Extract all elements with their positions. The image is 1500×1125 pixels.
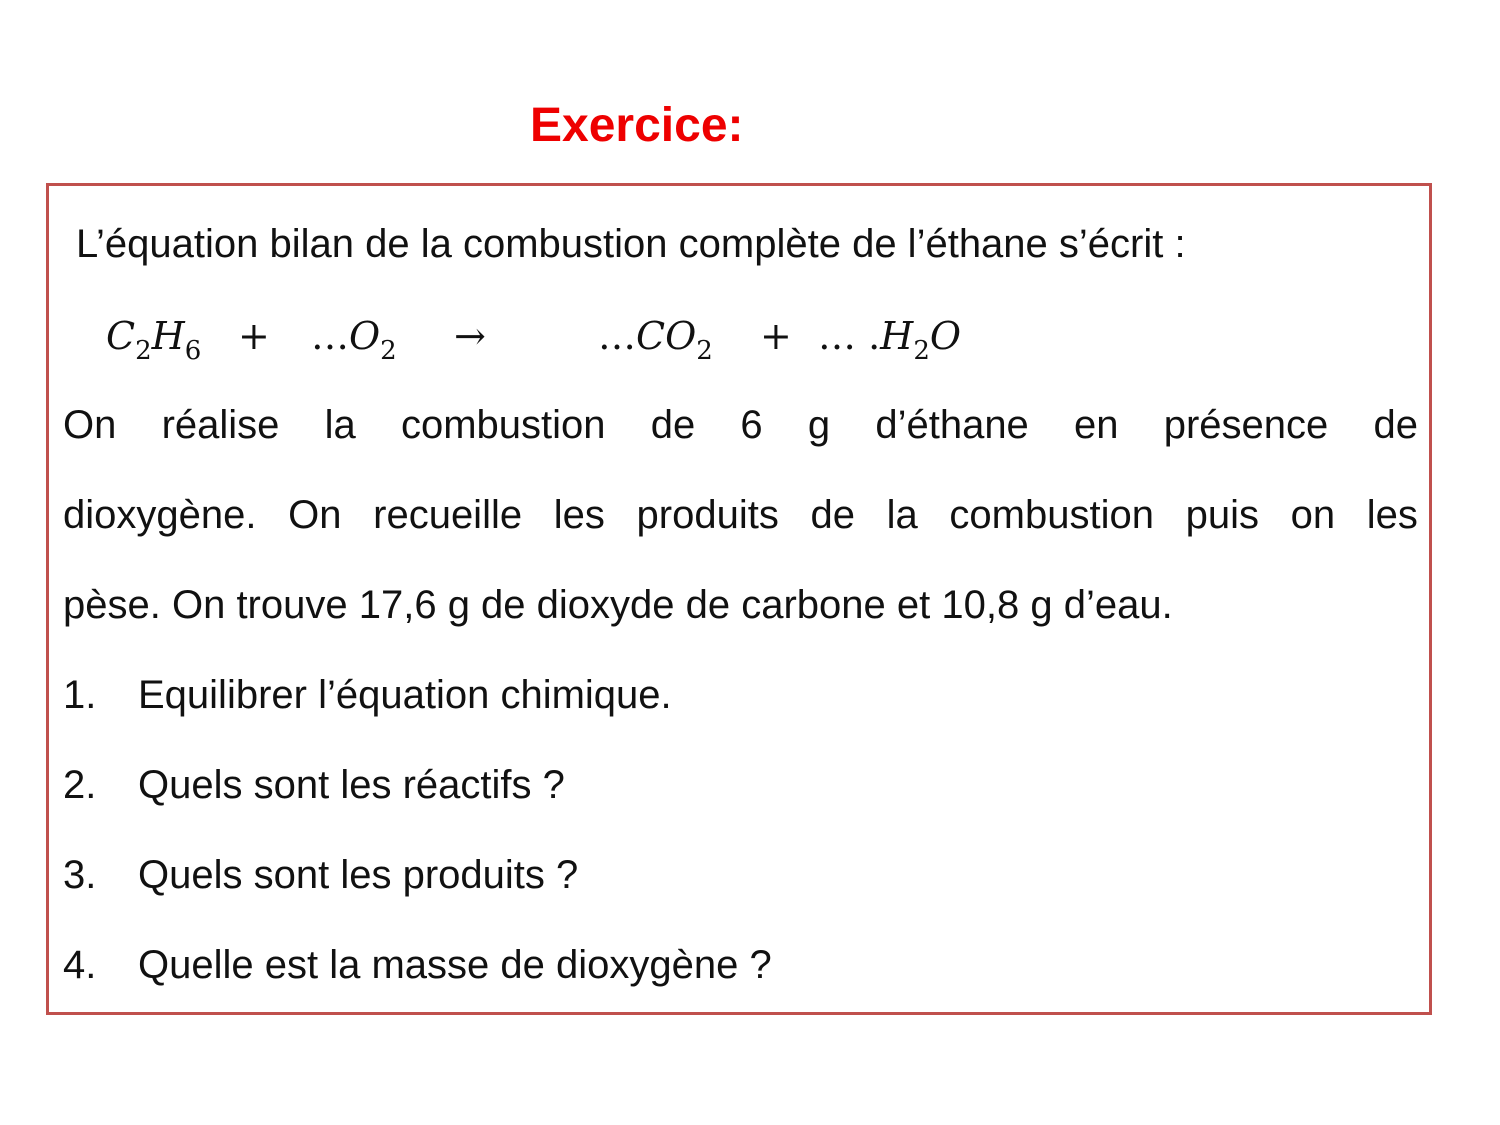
co2-term: $\dots CO_2$ <box>598 314 713 366</box>
question-2 <box>63 759 565 811</box>
exercise-title: Exercice: <box>530 99 744 152</box>
word: en <box>1074 403 1119 447</box>
question-text: Quels sont les réactifs ? <box>138 763 565 807</box>
word: recueille <box>373 493 523 537</box>
paragraph-line-2 <box>63 489 1418 541</box>
word: d’éthane <box>875 403 1029 447</box>
word: dioxygène. <box>63 493 257 537</box>
question-1 <box>63 669 672 721</box>
intro-text: L’équation bilan de la combustion complète de l’éthane s’écrit : <box>76 222 1186 266</box>
word: de <box>1373 403 1418 447</box>
word: de <box>810 493 855 537</box>
dioxygen-term: $\dots O_2$ <box>311 314 397 366</box>
word: la <box>324 403 356 447</box>
word: On <box>63 403 117 447</box>
word: puis <box>1185 493 1259 537</box>
question-number: 3. <box>63 853 97 897</box>
word: présence <box>1163 403 1329 447</box>
paragraph-line-1 <box>63 399 1418 451</box>
water-term: … $.H_2O$ <box>818 314 962 366</box>
word: réalise <box>161 403 280 447</box>
word: la <box>886 493 918 537</box>
question-3 <box>63 849 578 901</box>
question-text: Quelle est la masse de dioxygène ? <box>138 943 772 987</box>
plus-sign-1: + <box>238 314 270 358</box>
question-number: 2. <box>63 763 97 807</box>
word: produits <box>636 493 779 537</box>
ethane-formula: $C_2H_6$ <box>106 314 202 366</box>
word: 6 <box>740 403 763 447</box>
word: les <box>553 493 605 537</box>
question-number: 1. <box>63 673 97 717</box>
word: les <box>1366 493 1418 537</box>
word: on <box>1290 493 1336 537</box>
reaction-arrow: → <box>454 314 486 358</box>
plus-sign-2: + <box>760 314 792 358</box>
question-number: 4. <box>63 943 97 987</box>
word: de <box>650 403 696 447</box>
paragraph-line-3: pèse. On trouve 17,6 g de dioxyde de carbone et 10,8 g d’eau. <box>63 583 1173 627</box>
word: On <box>288 493 342 537</box>
word: combustion <box>949 493 1154 537</box>
question-text: Equilibrer l’équation chimique. <box>138 673 672 717</box>
question-text: Quels sont les produits ? <box>138 853 579 897</box>
word: g <box>807 403 831 447</box>
word: combustion <box>400 403 606 447</box>
question-4 <box>63 939 772 991</box>
